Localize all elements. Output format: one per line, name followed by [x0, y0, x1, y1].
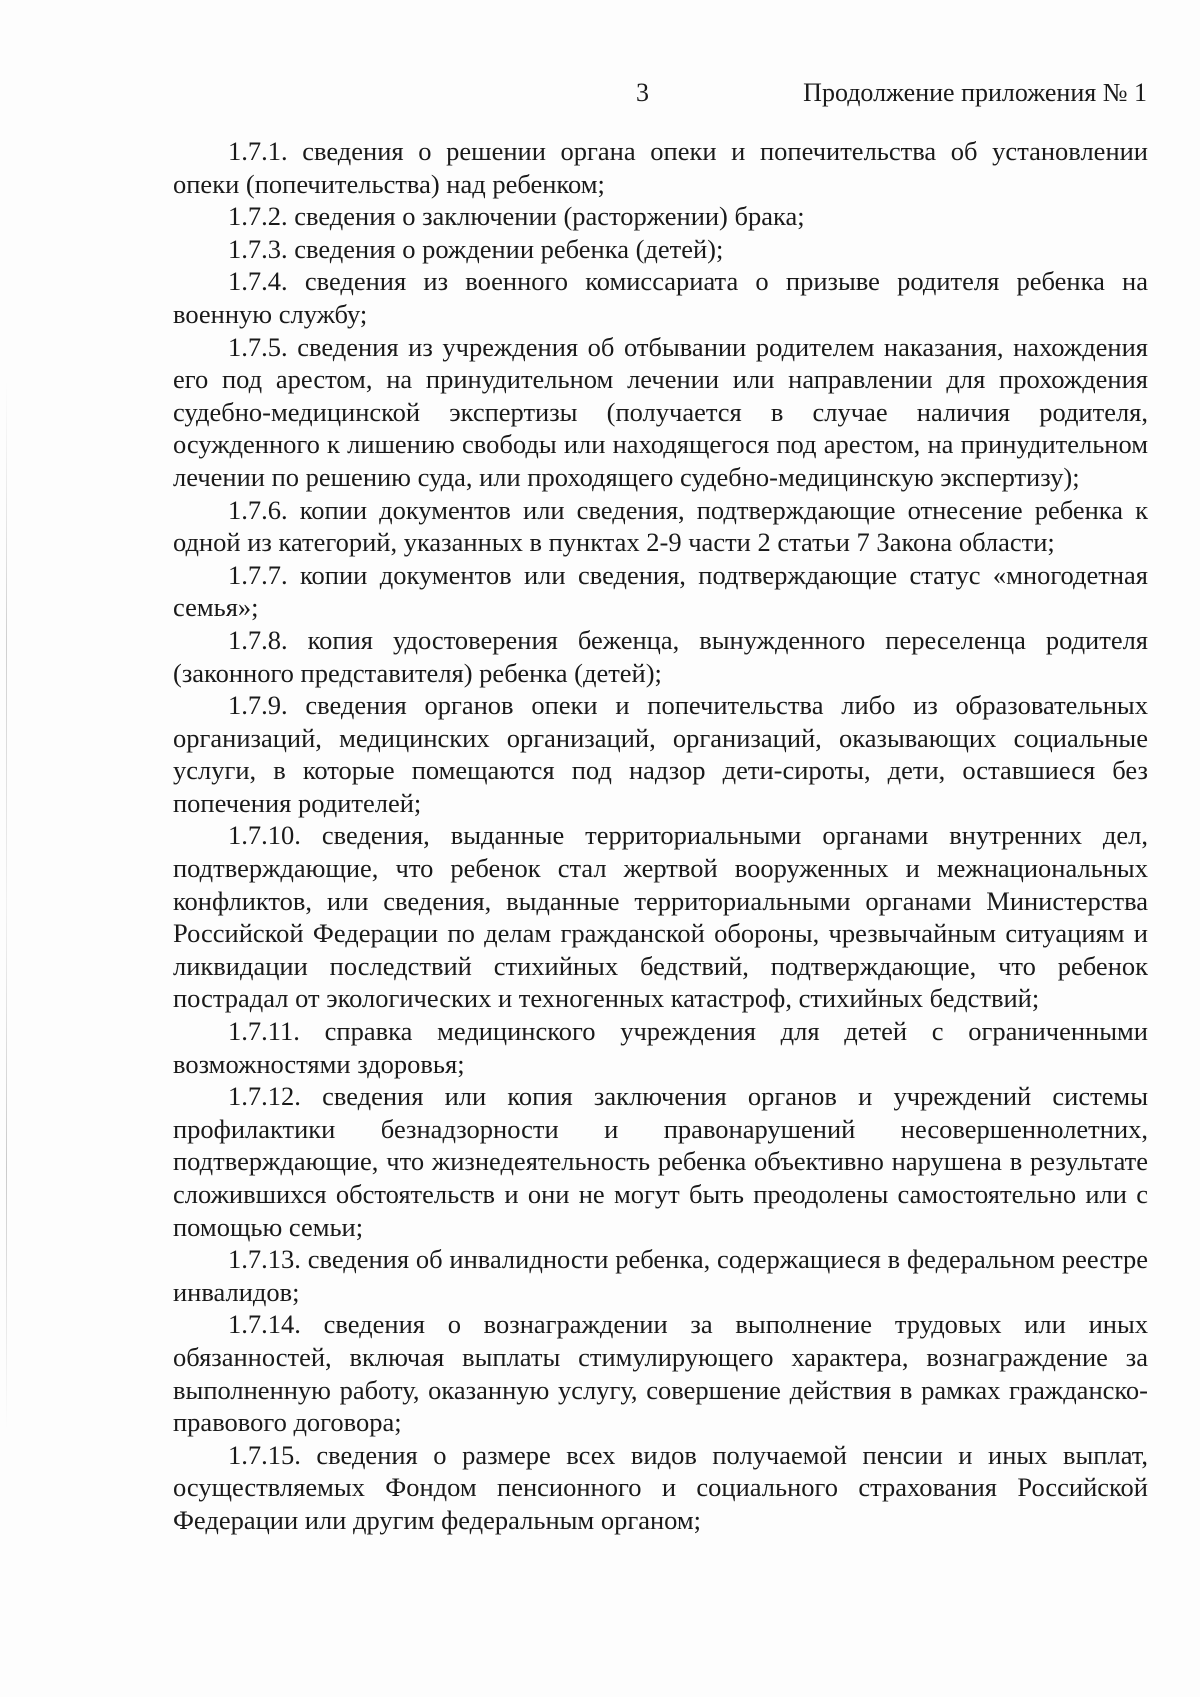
paragraph-1-7-4: 1.7.4. сведения из военного комиссариата о призыве родителя ребенка на военную службу; — [173, 266, 1148, 329]
paragraph-1-7-10: 1.7.10. сведения, выданные территориальными органами внутренних дел, подтверждающие, что ребенок стал жертвой вооруженных и межнациональных конфликтов, или сведения, выданные территориальными органами Министерства Российской Федерации по делам гражданской обороны, чрезвычайным ситуациям и ликвидации последствий стихийных бедствий, подтверждающие, что ребенок пострадал от экологических и техногенных катастроф, стихийных бедствий; — [173, 820, 1148, 1014]
paragraph-1-7-8: 1.7.8. копия удостоверения беженца, вынужденного переселенца родителя (законного представителя) ребенка (детей); — [173, 624, 1148, 688]
paragraph-1-7-12: 1.7.12. сведения или копия заключения органов и учреждений системы профилактики безнадзорности и правонарушений несовершеннолетних, подтверждающие, что жизнедеятельность ребенка объективно нарушена в результате сложившихся обстоятельств и они не могут быть преодолены самостоятельно или с помощью семьи; — [173, 1081, 1148, 1242]
paragraph-1-7-2: 1.7.2. сведения о заключении (расторжении) брака; — [228, 201, 805, 232]
paragraph-1-7-11: 1.7.11. справка медицинского учреждения для детей с ограниченными возможностями здоровья; — [173, 1016, 1148, 1079]
paragraph-1-7-3: 1.7.3. сведения о рождении ребенка (детей); — [228, 233, 724, 264]
paragraph-1-7-6: 1.7.6. копии документов или сведения, подтверждающие отнесение ребенка к одной из категорий, указанных в пунктах 2-9 части 2 статьи 7 Закона области; — [173, 494, 1148, 558]
page-number: 3 — [636, 78, 649, 107]
paragraph-1-7-9: 1.7.9. сведения органов опеки и попечительства либо из образовательных организаций, медицинских организаций, организаций, оказывающих социальные услуги, в которые помещаются под надзор дети-сироты, дети, оставшиеся без попечения родителей; — [173, 690, 1148, 818]
paragraph-1-7-14: 1.7.14. сведения о вознаграждении за выполнение трудовых или иных обязанностей, включая выплаты стимулирующего характера, вознаграждение за выполненную работу, оказанную услугу, совершение действия в рамках гражданско-правового договора; — [173, 1309, 1148, 1438]
appendix-label: Продолжение приложения № 1 — [803, 78, 1147, 107]
paragraph-1-7-5: 1.7.5. сведения из учреждения об отбывании родителем наказания, нахождения его под арестом, на принудительном лечении или направлении для прохождения судебно-медицинской экспертизы (получается в случае наличия родителя, осужденного к лишению свободы или находящегося под арестом, на принудительном лечении по решению суда, или проходящего судебно-медицинскую экспертизу); — [173, 331, 1148, 492]
document-body — [173, 135, 1148, 1537]
page-header — [0, 78, 1200, 118]
paragraph-1-7-13: 1.7.13. сведения об инвалидности ребенка, содержащиеся в федеральном реестре инвалидов; — [173, 1244, 1148, 1307]
paragraph-1-7-15: 1.7.15. сведения о размере всех видов получаемой пенсии и иных выплат, осуществляемых Фондом пенсионного и социального страхования Российской Федерации или другим федеральным органом; — [173, 1439, 1148, 1535]
paragraph-1-7-1: 1.7.1. сведения о решении органа опеки и попечительства об установлении опеки (попечительства) над ребенком; — [173, 136, 1148, 199]
paragraph-1-7-7: 1.7.7. копии документов или сведения, подтверждающие статус «многодетная семья»; — [173, 559, 1148, 623]
scan-edge-shadow — [6, 380, 7, 1430]
